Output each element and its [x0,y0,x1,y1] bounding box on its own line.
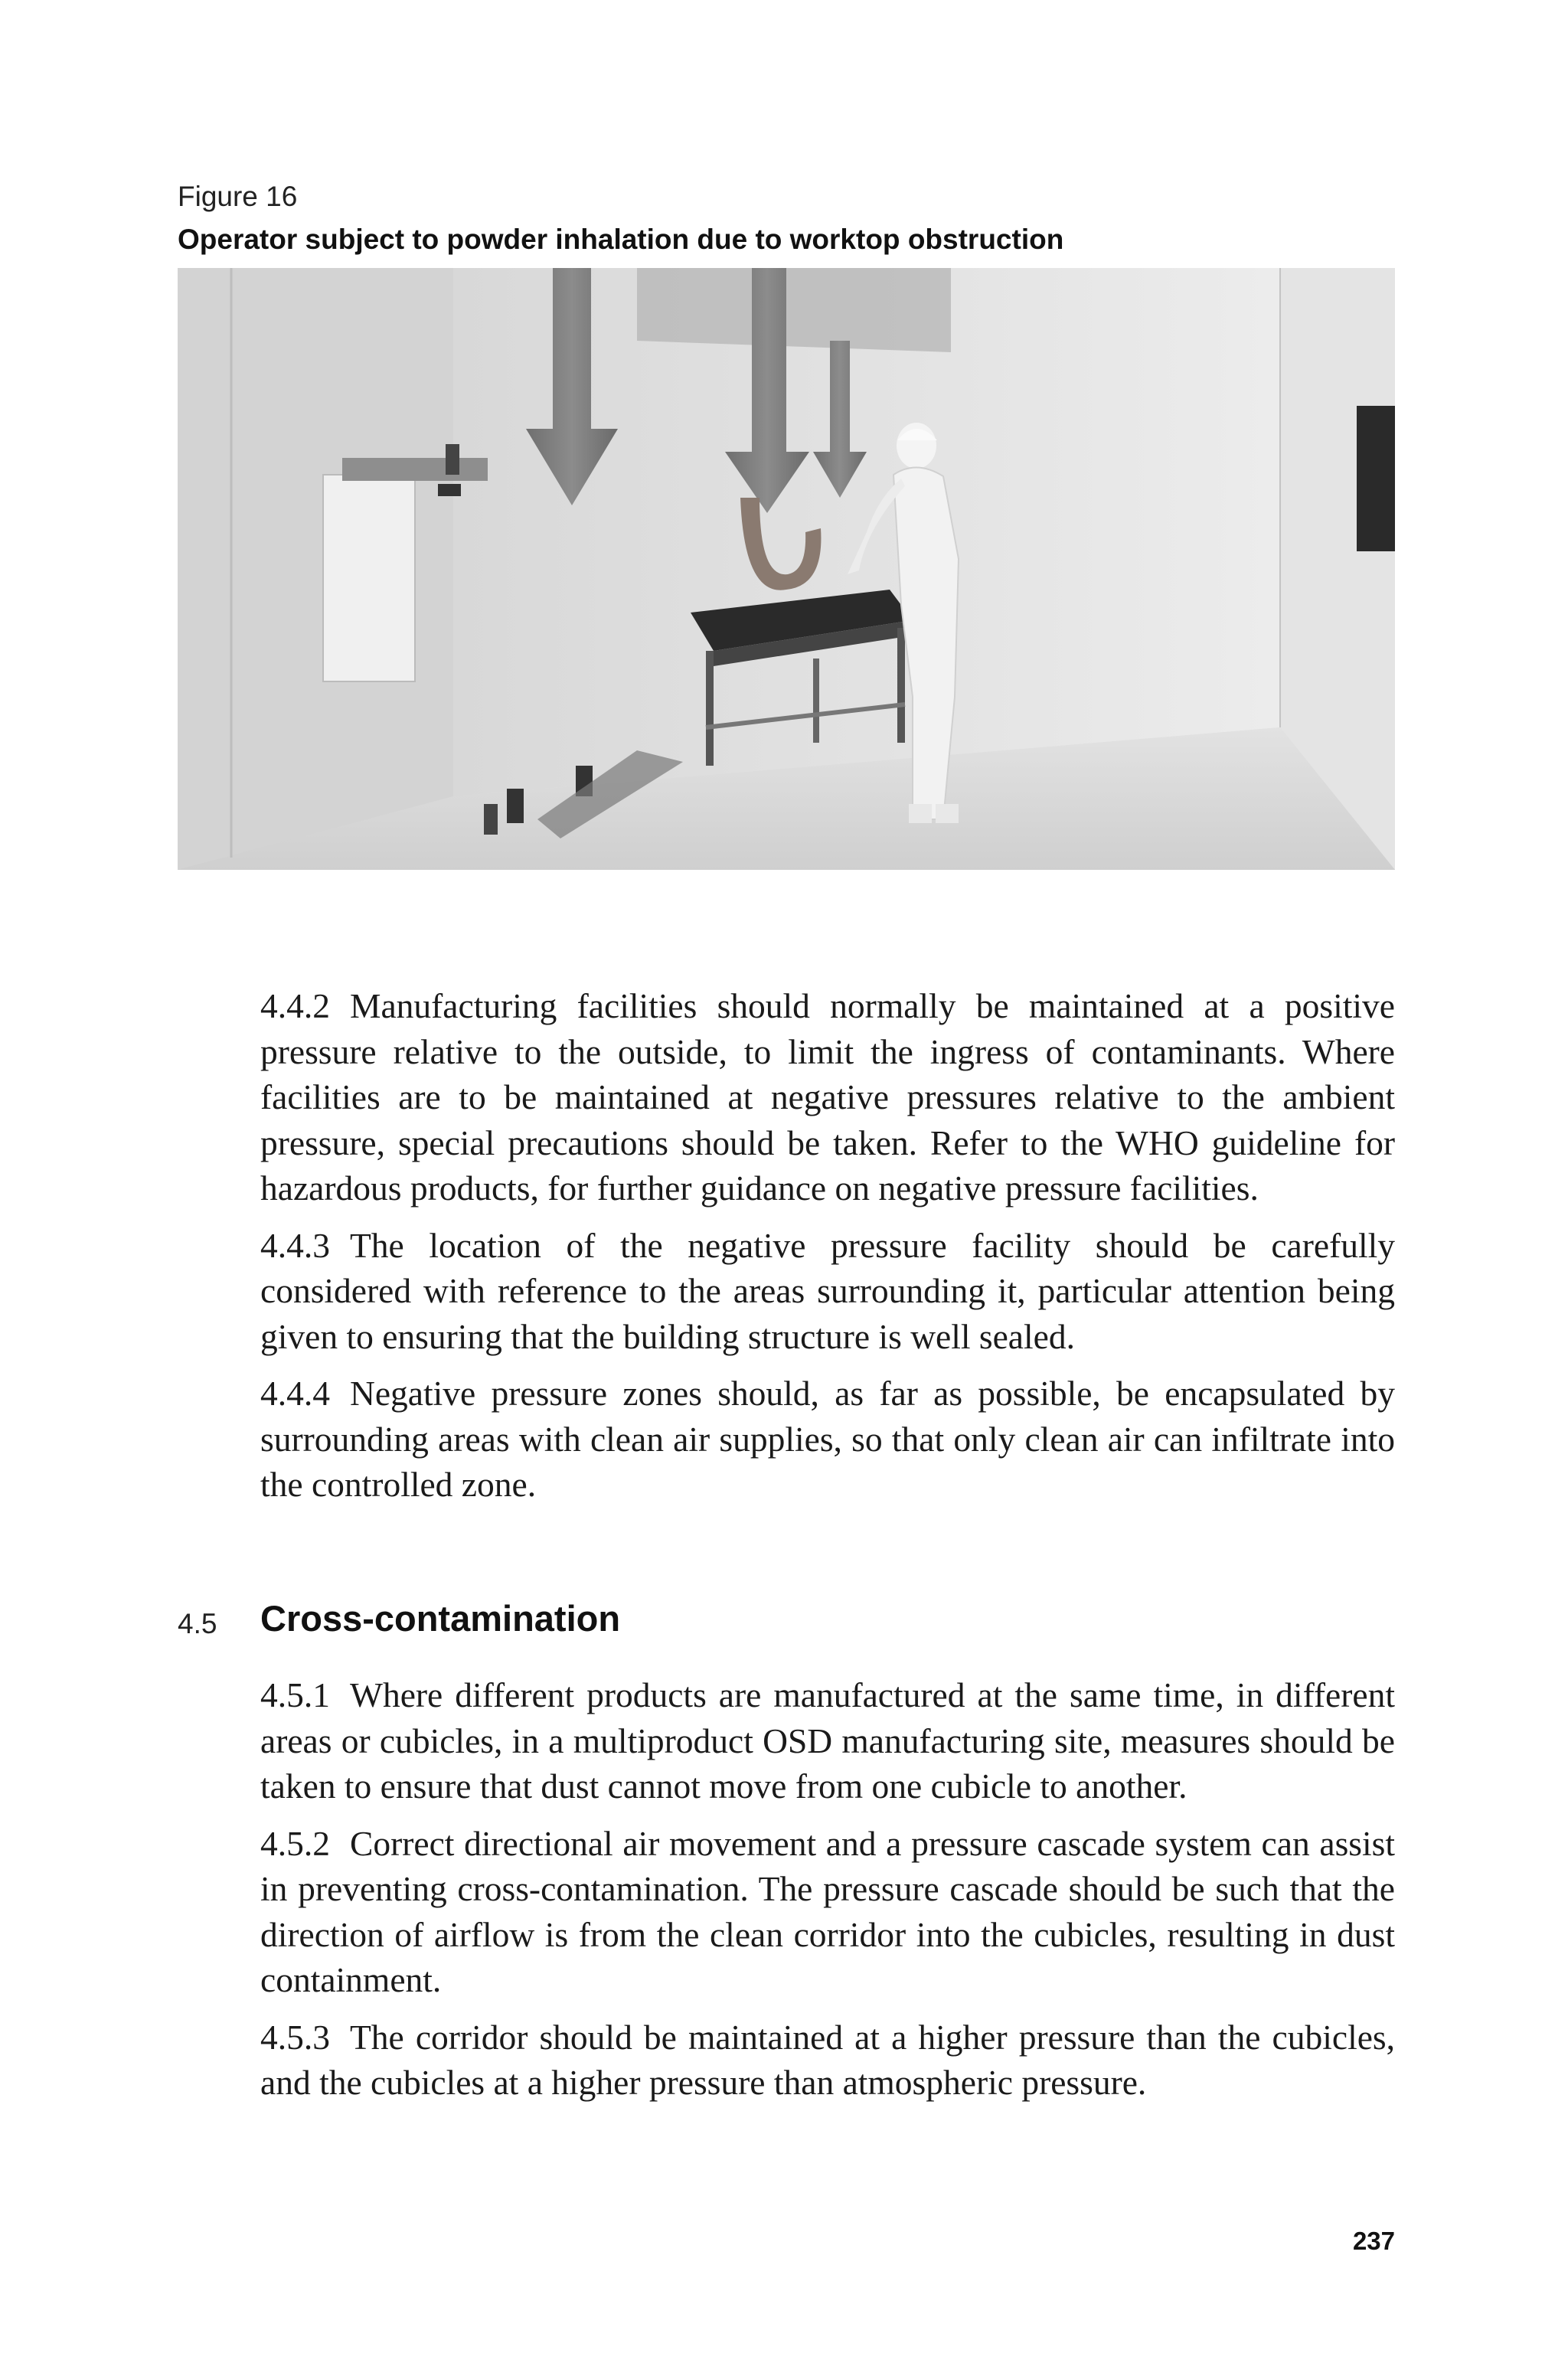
paragraph-4-5-3 [260,2015,1395,2106]
section-number: 4.5 [178,1608,217,1639]
section-4-5-text [260,1672,1395,2117]
paragraph-4-4-3 [260,1223,1395,1360]
paragraph-4-5-1 [260,1672,1395,1809]
paragraph-text: The corridor should be maintained at a higher pressure than the cubicles, and the cubicles at a higher pressure than atmospheric pressure. [260,2017,1395,2102]
cleanroom-illustration [178,268,1395,870]
paragraph-text: Where different products are manufactured at the same time, in different areas or cubicles, in a multiproduct OSD manufacturing site, measures should be taken to ensure that dust cannot move from one cubicle to another. [260,1675,1395,1806]
section-4-4-text [260,983,1395,1519]
paragraph-number: 4.4.2 [260,986,330,1025]
paragraph-text: Negative pressure zones should, as far as possible, be encapsulated by surrounding areas with clean air supplies, so that only clean air can infiltrate into the controlled zone. [260,1374,1395,1504]
paragraph-number: 4.4.3 [260,1225,330,1265]
paragraph-number: 4.5.3 [260,2017,330,2057]
section-heading: Cross-contamination [260,1598,621,1639]
paragraph-text: The location of the negative pressure facility should be carefully considered with reference to the areas surrounding it, particular attention being given to ensuring that the building structure is well sealed. [260,1225,1395,1356]
paragraph-text: Manufacturing facilities should normally be maintained at a positive pressure relative to the outside, to limit the ingress of contaminants. Where facilities are to be maintained at negative pressures relative to the ambient pressure, special precautions should be taken. Refer to the WHO guideline for hazardous products, for further guidance on negative pressure facilities. [260,986,1395,1208]
page-number: 237 [1352,2227,1395,2255]
paragraph-number: 4.4.4 [260,1374,330,1413]
figure-image [178,268,1395,870]
paragraph-4-4-2 [260,983,1395,1211]
paragraph-4-4-4 [260,1371,1395,1508]
paragraph-number: 4.5.1 [260,1675,330,1714]
figure-title: Operator subject to powder inhalation due to worktop obstruction [178,224,1064,255]
paragraph-number: 4.5.2 [260,1823,330,1863]
paragraph-4-5-2 [260,1821,1395,2003]
paragraph-text: Correct directional air movement and a pressure cascade system can assist in preventing cross-contamination. The pressure cascade should be such that the direction of airflow is from the clean corridor into the cubicles, resulting in dust containment. [260,1823,1395,1999]
figure-label: Figure 16 [178,181,298,212]
